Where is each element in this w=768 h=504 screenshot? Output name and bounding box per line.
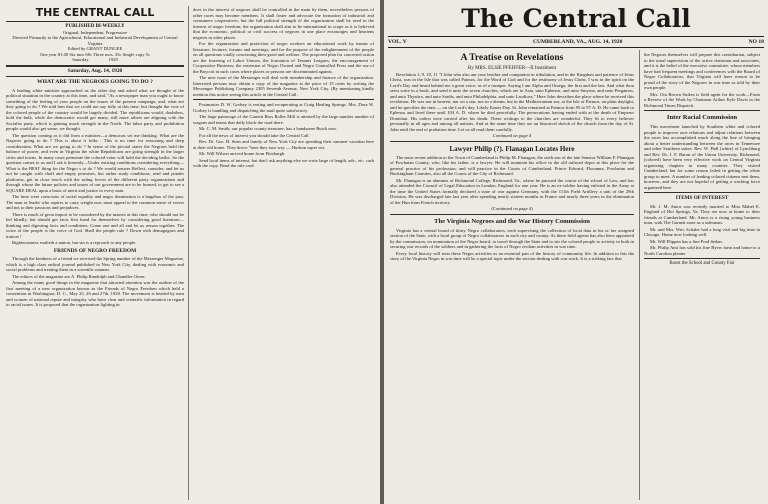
local-item: The large patronage of the Garnett Bros Roller Mill is attested by the large number number of wagons and teams that daily block the road there. (193, 114, 374, 125)
column-paragraph: For the organization and protection of negro workers an educational work by means of literature, lectures, forums and meetings, and for the purpose of the enlightenment of the people on all questions vitally concerning their good and welfare. The proposed plan for concerted action are the fostering of Labor Unions, the formation of Tenants Leagues, the encouragement of Cooperative Business; the extension of Negro Owned and Negro Controlled Press and the use of the Boycott in such cases where places or persons are discriminated against. (193, 41, 374, 74)
local-item: Postmaster D. W. Godsey is resting and recuperating at Craig Healing Springs. Mrs. Dora W. Godsey is handling and dispatching the mail quite satisfactory. (193, 102, 374, 113)
issue-number: NO 18 (748, 39, 764, 45)
lawyer-continued: (Continued on page 4) (491, 206, 533, 211)
right-page (384, 0, 768, 504)
treatise-continued: Continued on page 4 (492, 133, 532, 138)
column-paragraph: The next issue of the Messenger will deal with membership and finance of the organization. Interested persons may obtain a copy of the magazine at the price of 15 cents by writing the Messenger Publishing Company 2305 Seventh Avenue, New York City. (By mentioning kindly mention this notice seeing this article in the Central Call. (193, 75, 374, 97)
fair-footer: Boost the School and County Fair (669, 261, 735, 266)
treatise-title: A Treatise on Revelations (460, 53, 564, 63)
column-divider (188, 6, 189, 500)
right-side-column (644, 52, 760, 500)
interracial-paragraph: This movement launched by Southern white and colored people to improve race relations and adjust relations between the races has accomplished much along the line of bringing about a better understanding between the races in Tennessee and other Southern states. Rev. W. Hall (white) of Lynchburg and Rev. Dr. J. F. Baron of the Union University, Richmond, (colored) have been very effective work on Central Virginia organizing chapters in many counties. They visited Cumberland, but for some reason failed in getting the white group to meet. A number of leading colored citizens met them, however, and they are not hopeful of getting a working force organized here. (644, 124, 760, 190)
lawyer-paragraph: Mr. Flanagan is an alumnus of Richmond College, Richmond, Va., where he pursued the course of the school of Law, and has also attended the Council of Legal Education in London, England for one year. He is an ex-soldier having enlisted in the Army at the time the United States formally declared a state of war against Germany, with the 111th Field Artillery a unit of the 29th Division. He was discharged late last year after spending nearly sixteen months in France and nearly three years in the elimination of the Hun from French territory. (390, 177, 634, 205)
editorial-paragraph: A leading white minister approached us the other day and asked what we thought of the political situation in the country at this time, and said, "As a newspaper man you ought to know something of the feeling of your people on the issues of the present campaign, and, what are they going to do ? We told him that we could not say fully at this time, but thought the vote of the colored people of the country would be largely divided. The republicans would, doubtless, hold the bulk, while the democratic would get many, still more others are aligning with the Socialist party, which is gaining much strength in the North. The labor party and prohibition people would also get some, we thought. (6, 87, 184, 131)
local-item: Mr. Will Wilson arrived home from Pittsburgh. (199, 151, 286, 156)
local-item: Send local items of interest, but don't ask anything else we write large of length, adv., etc. cash with the copy. Read the rule card. (193, 157, 374, 168)
right-masthead-title: The Central Call (461, 4, 691, 33)
editorial-paragraph: Among the many good things in the magazine that attracted attention was the outline of the first meeting of a new organization known as the Friends of Negro Freedom which held a convention in Washington, D. C., May 25, 26 and 27th, 1920. The movement is headed by men and women of national repute and integrity who have clear and scientific information in regard to racial issues. It is proposed that the organization fighting in (6, 280, 184, 307)
left-page (0, 0, 380, 504)
left-masthead-title: THE CENTRAL CALL (35, 7, 155, 19)
treatise-paragraph: Revelation 1, 9, 10, 11 "I John who also am your brother and companion in tribulation, and in the Kingdom and patience of Jesus Christ, was in the Isle that was called Patmos, for the Word of God and for the testimony of Jesus Christ. I was in the spirit on the Lord's Day and heard behind me a great voice, as of a trumpet. Saying I am Alpha and Omega, the first and the last. And what thou seest write in a book, and send it unto the seven churches, which are in Asia, unto Ephesus, and unto Smyrna, and unto Pergamos, and unto Thyatira, and unto Sardis, and unto Philadelphia, and unto Laodicea." Here John describes the place where he received this revelation. He was not in heaven, nor on a star, nor in a dream, but in the Mediterranean sea, at the Isle of Patmos, on plain daylight, and he specifies the time — on the Lord's day. Likely Easter Day. St. John remained at Patmos from 95 to 97 A. D. He came back to Ephesus and lived there until 104 A. D. where he died peacefully. The persecutions having ended with at the death of Emperor Domitian. His orders were carried after his death. These writings to the churches are wonderful. They fit to every believer personally in all ages and among all nations. And at the same time they are an historical sketch of the church from the day of St. John until the end of probation time. Let us all read them carefully. (390, 71, 634, 132)
right-dateline: CUMBERLAND, VA., AUG. 14, 1920 (532, 39, 623, 45)
masthead-motto: Original, Independent, Progressive (62, 29, 128, 35)
items-title: ITEMS OF INTEREST (675, 195, 729, 201)
left-column-1 (6, 7, 184, 500)
masthead-issue-year: 1920 (108, 57, 118, 62)
volume-label: VOL. V (388, 39, 407, 45)
war-history-paragraph: Every local history will treat these Negro activities as an essential part of the history of community life. In addition to this the story of the Virginia Negro in war time will be a special topic under the section dealing with war work. It is a striking fact that (390, 250, 634, 261)
right-dateline-bar (388, 36, 764, 48)
lawyer-title: Lawyer Philip (?). Flanagan Locates Here (449, 144, 575, 153)
masthead-editor: Edited by GRANT DUNGEE (67, 46, 123, 51)
interracial-title: Inter Racial Commission (666, 114, 738, 121)
editorial-paragraph: There is much of great import to be considered by the masses at this time, who should not be led blindly, but should get facts first hand for themselves by considering good literature—thinking and digesting facts and conditions. Come one and all and let us reason together. The voice of the people is the voice of God. Shall the people rule ? Down with demagogues and traitors ! (6, 211, 184, 239)
column-paragraph: the Negroes themselves will prepare this contribution, subject to the usual supervision of the active chairman and associates, and it is the belief of the executive committee, whose members have had frequent meetings and conferences with the Board of Negro Collaborators, that Virginia will have reason to be proud of the story of the Negroes in war time as told by their own people. (644, 52, 760, 90)
masthead-frequency: PUBLISHED BI-WEEKLY (65, 24, 125, 29)
left-dateline: Saturday, Aug. 14, 1920 (67, 67, 123, 74)
local-item: For all the news of interest you should take the Central Call. (199, 132, 310, 138)
lawyer-paragraph: The most recent addition to the Town of Cumberland is Philip M. Flanagan, the sixth son of the late Senator William F. Flanagan of Powhatan County, who, like his father, is a lawyer. He will maintain his office in the old railroad depot at this place for the general practice of his profession, and will practice in the Courts of Cumberland, Prince Edward, Fluvanna, Powhatan and Buckingham Counties, also all the Courts of the City of Richmond. (390, 154, 634, 176)
item-of-interest: Mr. Will Flippen has a fine Ford Sedan. (650, 238, 723, 244)
masthead-issue-day: Saturday (72, 57, 89, 62)
column-paragraph: does in the interest of negroes shall be controlled in the main by them, nevertheless persons of other races may become members. It shall foster and advocate the formation of industrial and consumers cooperatives, but the full political strength of the organization shall be used in the interest of negro freedom; the organization shall aim to be international in scope as it is believed that the economic, political or civil success of negroes in one place encourages and heartens negroes in other places. (193, 7, 374, 40)
editorial-paragraph: The time were conscious of social equality and negro domination is a bugaboo of the past. The man or leader who aspires to carry weight now must appeal to the common sense of voters and not to their passions and prejudices. (6, 194, 184, 210)
item-of-interest: Mr. and Mrs. Wm. Schaler had a long visit and big time in Chicago. Home now looking well. (644, 226, 760, 237)
editorial-paragraph: Through the kindness of a friend we received the Spring number of the Messenger Magazine, which is a high class radical journal published in New York City, dealing with economic and social problems and treating them in a scientific manner. (6, 256, 184, 272)
local-item: Rev. Dr. Geo. H. Sims and family of New York City are spending their summer vacation here at their old home. They drove "here they tour way — Hudson super sex. (193, 139, 374, 150)
masthead-purpose: Devoted Primarily to the Agricultural, Educational and Industrial Development of Central Virginia (12, 35, 178, 46)
war-history-title: The Virginia Negroes and the War History Commission (434, 217, 590, 225)
editorial-friends-title: FRIENDS OF NEGRO FREEDOM (53, 247, 137, 254)
editorial-paragraph: The question coming as it did from a minister—a democrat set me thinking. What are the Negroes going to do ? This is about it folks : This is no time for reasoning and deep consideration. What are we going to do ? In sense of the pivotal states the Negroes hold the balance of power, and even in Virginia the white Republicans are going strength in the larger cities and towns. In many cases permeate the colored voter will hold the deciding ballot. So the question comes to us and I ask it honestly—Under existing conditions considering everything—What is the BEST thing for the Negro s to do ? We would answer Reflect, consider, and let us not be caught with chaff and empty promises, but rather study conditions, read and ponder platforms, get in close touch with the ruling forces of the different party organizations and through whose the future policies and issues of our government are to be formed, to get to see a SQUARE DEAL upon a basis of merit and justice to every man. (6, 132, 184, 193)
war-history-paragraph: Virginia has a central board of thirty Negro collaborators, each supervising the collection of local data in his or her assigned section of the State, with a local group of Negro collaborators in each city and county. As these field agents has also been appointed by the commission, on nomination of the Negro board, to travel through the State and to stir the colored people to activity in both in securing war records of the soldiers and in gathering the facts of Negro civilian activities in war time. (390, 227, 634, 249)
right-main-column (390, 52, 634, 500)
column-divider (639, 50, 640, 500)
editorial-paragraph: The editors of the magazine are A. Philip Randolph and Chandler Owen. (12, 273, 146, 279)
local-item: Mr. C. M. Smith, our popular county treasurer, has a handsome Buick now. (199, 126, 338, 131)
treatise-byline: By MRS. ELSIE PFEIFFER—II Instalment (468, 66, 556, 71)
item-of-interest: Mr. Philip Ami has sold his fine Byers farm and home to a North Carolina planter (644, 245, 760, 256)
item-of-interest: Mr. J. M. Amos was recently married to Miss Mabel E. England of Hot Springs, Va. They are now at home to their friends at Cumberland. Mr. Amos is a rising young business man, with The Garnett store as a salesman. (644, 203, 760, 225)
column-paragraph: Mrs. Ora Brown Stokes is field agent for the work—From a Review of the Work by Chairman Arthur Kyle Davis in the Richmond Times Dispatch. (644, 91, 760, 108)
left-column-2 (193, 7, 374, 500)
editorial-paragraph: Righteousness exalteth a nation, but sin is a reproach to any people. (12, 240, 137, 245)
editorial-negroes-title: WHAT ARE THE NEGROES GOING TO DO ? (37, 79, 153, 85)
masthead-terms: One year $1.00 Six mos 60c Three mos. 35c Single copy 5c (39, 51, 151, 57)
